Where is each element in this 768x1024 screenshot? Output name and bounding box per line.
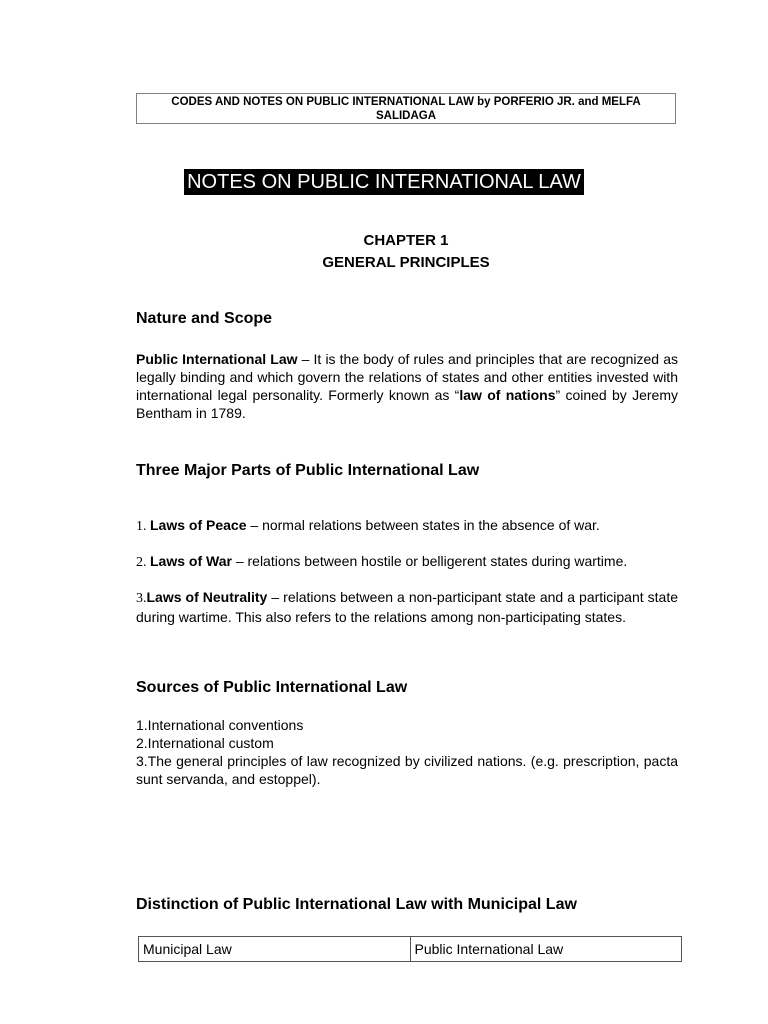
heading-three-parts: Three Major Parts of Public International Law [136,462,480,479]
list-term: Laws of Peace [150,517,247,533]
document-header-box [136,93,676,124]
table-row [139,937,682,962]
list-term: Laws of Neutrality [146,589,268,605]
paragraph-definition [136,350,678,422]
list-desc: – relations between a non-participant state and a participant state during wartime. This also refers to the relations among non-participating states. [136,589,678,625]
list-number: 3. [136,591,147,606]
definition-text: – It is the body of rules and principles that are recognized as legally binding and which govern the relations of states and other entities invested with international legal personality. Formerly known as “ [136,351,678,403]
header-line-2: SALIDAGA [375,110,437,122]
term-law-of-nations: law of nations [459,387,556,403]
distinction-table [138,936,682,962]
table-header-municipal-law: Municipal Law [139,937,411,962]
term-public-international-law: Public International Law [136,351,298,367]
source-item: 3.The general principles of law recognized by civilized nations. (e.g. prescription, pacta sunt servanda, and estoppel). [136,753,678,787]
list-item [136,588,678,626]
list-number: 2. [136,555,150,570]
list-desc: – relations between hostile or belligerent states during wartime. [231,553,628,569]
list-desc: – normal relations between states in the absence of war. [246,517,600,533]
chapter-name: GENERAL PRINCIPLES [322,254,490,271]
header-line-1: CODES AND NOTES ON PUBLIC INTERNATIONAL LAW by PORFERIO JR. and MELFA [171,96,641,108]
list-term: Laws of War [150,553,232,569]
list-item [136,552,678,572]
heading-sources: Sources of Public International Law [136,679,408,696]
list-item [136,516,678,536]
main-title-wrap [0,169,768,195]
list-number: 1. [136,519,150,534]
source-item: 2.International custom [136,735,274,751]
heading-nature-scope: Nature and Scope [136,310,273,327]
table-header-public-international-law: Public International Law [410,937,682,962]
chapter-number: CHAPTER 1 [363,232,449,249]
source-item: 1.International conventions [136,717,304,733]
heading-distinction: Distinction of Public International Law with Municipal Law [136,896,577,913]
definition-end: ” coined by Jeremy Bentham in 1789. [136,387,678,421]
main-title: NOTES ON PUBLIC INTERNATIONAL LAW [184,169,584,195]
